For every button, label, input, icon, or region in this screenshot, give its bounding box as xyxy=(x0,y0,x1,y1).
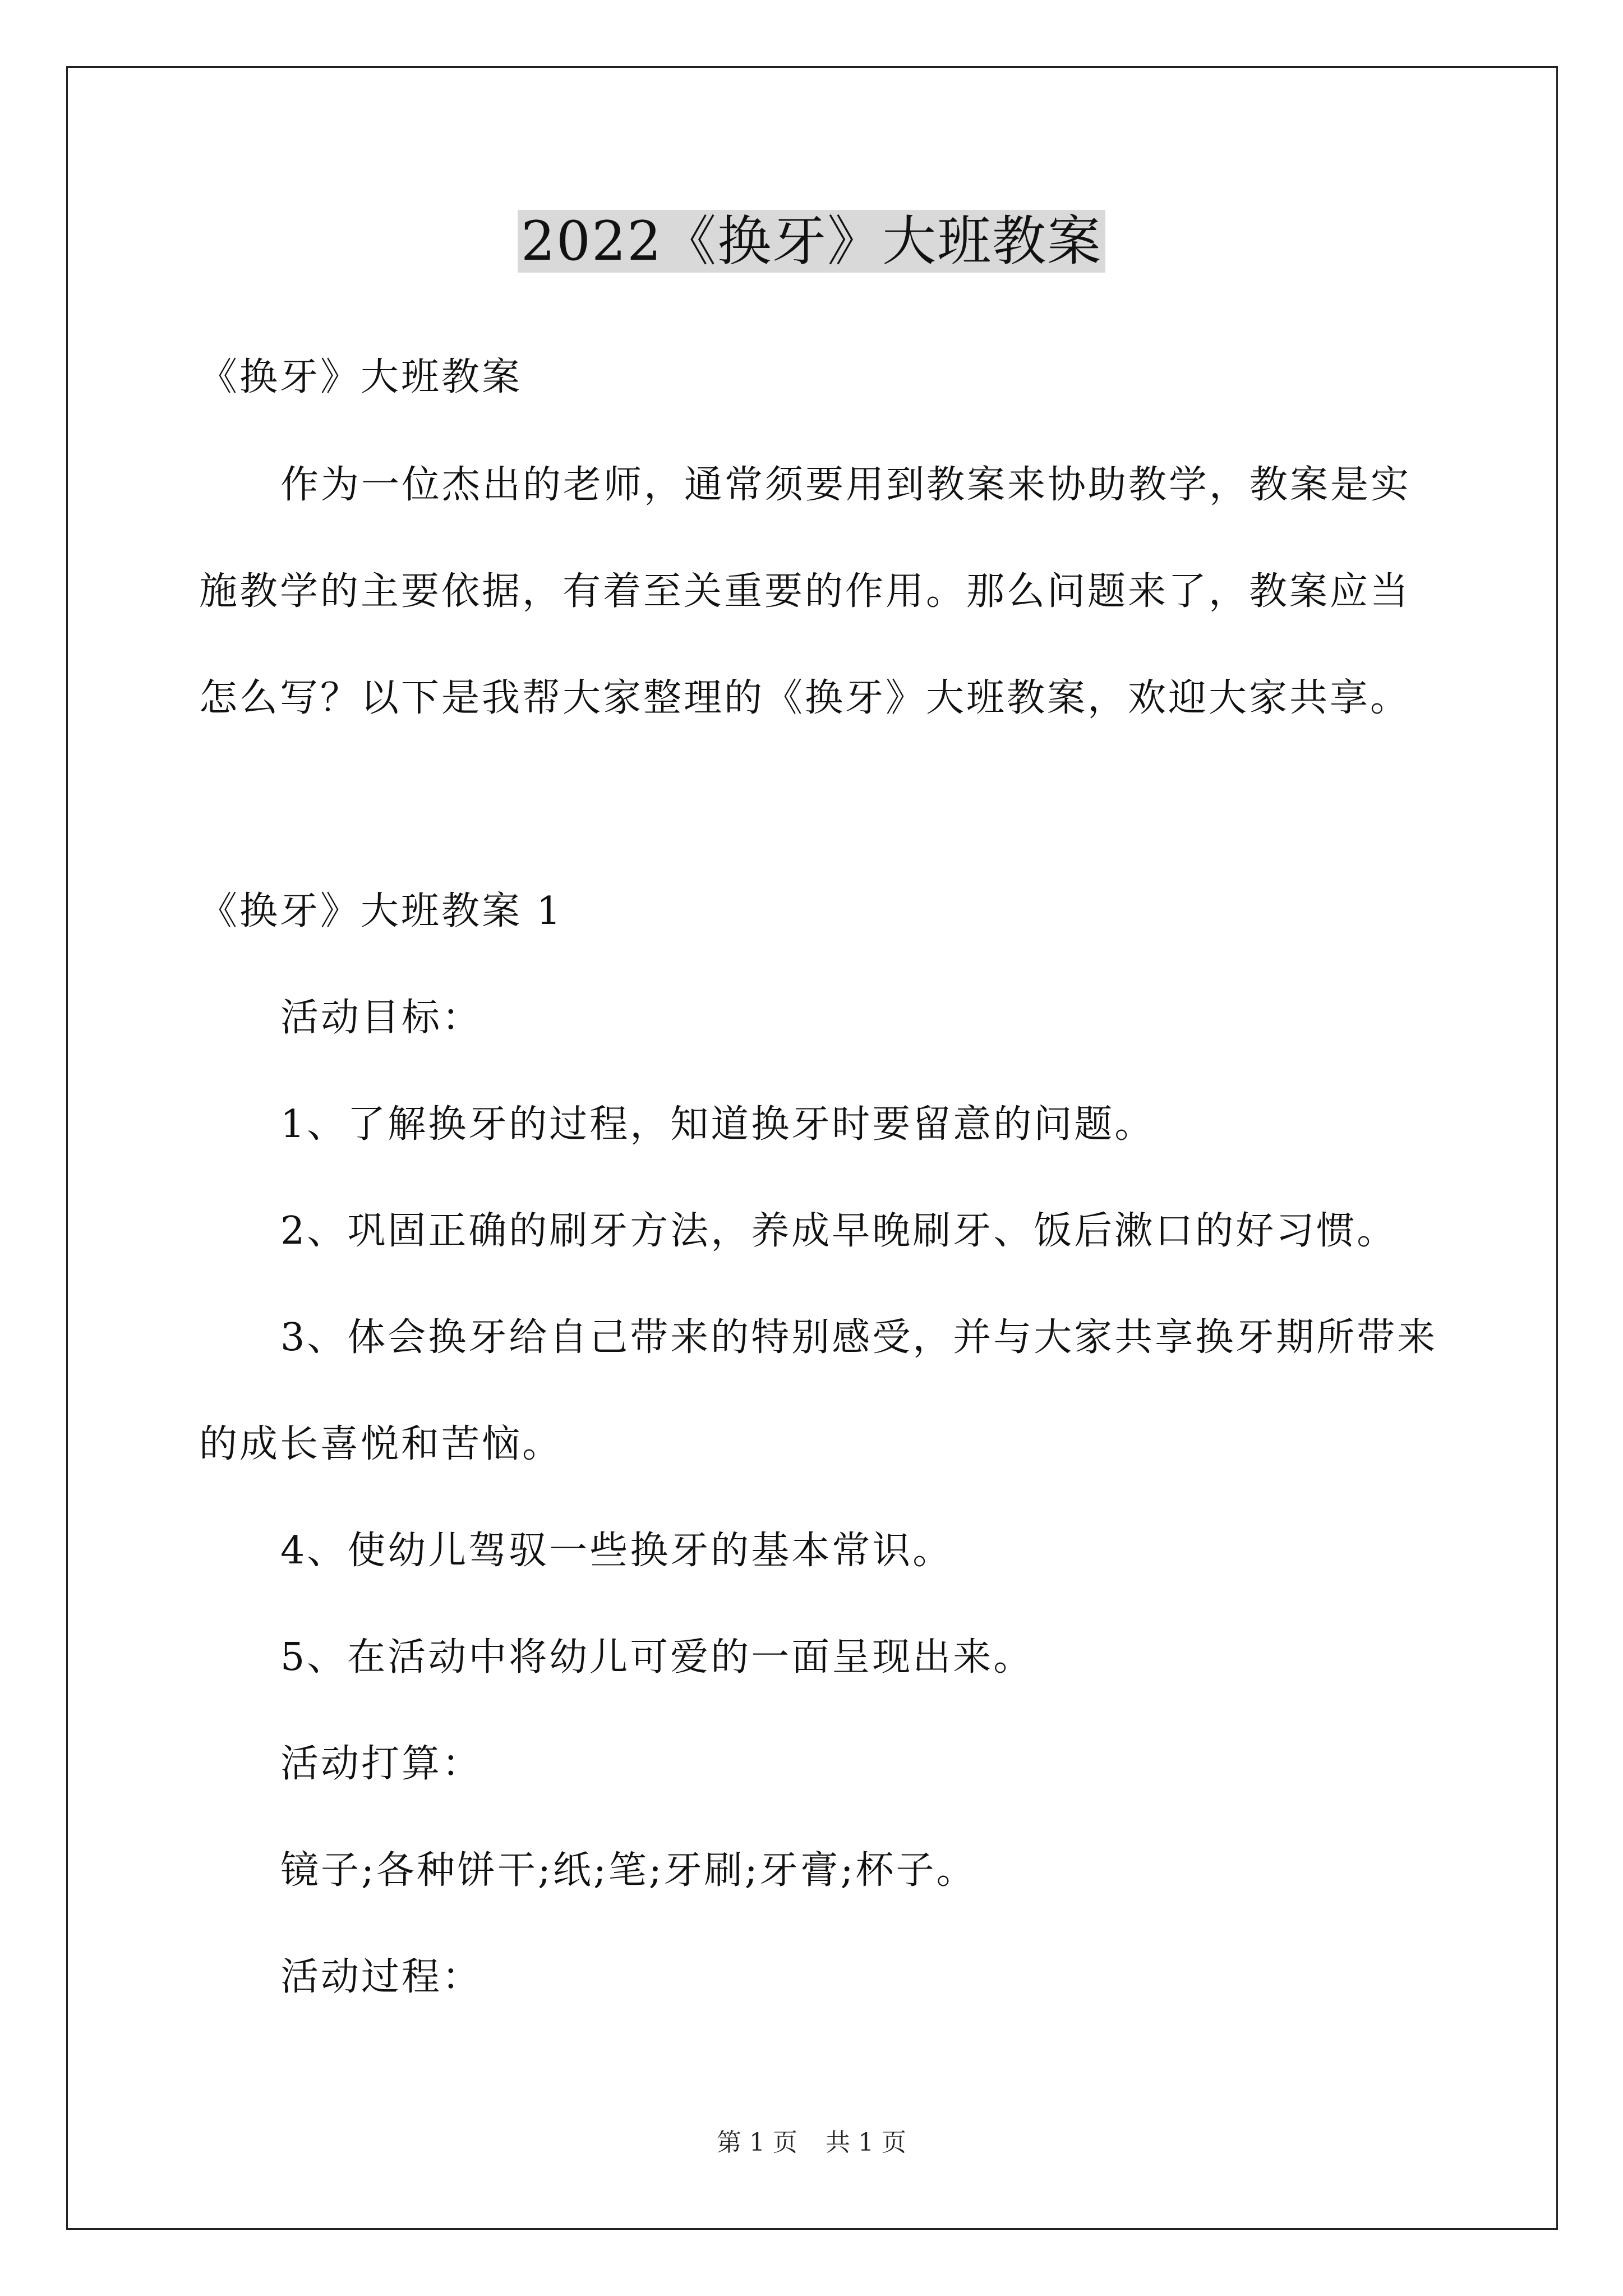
goal-1: 1、了解换牙的过程，知道换牙时要留意的问题。 xyxy=(280,1102,1155,1147)
goal-3-line-1: 3、体会换牙给自己带来的特别感受，并与大家共享换牙期所带来 xyxy=(280,1315,1438,1360)
document-title xyxy=(0,202,1623,280)
goal-3-line-2: 的成长喜悦和苦恼。 xyxy=(199,1422,563,1466)
goal-4: 4、使幼儿驾驭一些换牙的基本常识。 xyxy=(280,1529,953,1573)
preparation-heading: 活动打算： xyxy=(280,1742,483,1786)
intro-line-3: 怎么写？以下是我帮大家整理的《换牙》大班教案，欢迎大家共享。 xyxy=(199,676,1411,720)
intro-line-2: 施教学的主要依据，有着至关重要的作用。那么问题来了，教案应当 xyxy=(199,569,1411,614)
document-title-text: 2022《换牙》大班教案 xyxy=(518,210,1105,273)
intro-line-1: 作为一位杰出的老师，通常须要用到教案来协助教学，教案是实 xyxy=(280,463,1412,507)
preparation-items: 镜子;各种饼干;纸;笔;牙刷;牙膏;杯子。 xyxy=(280,1848,977,1893)
page-footer xyxy=(0,2126,1623,2160)
goal-5: 5、在活动中将幼儿可爱的一面呈现出来。 xyxy=(280,1635,1034,1680)
process-heading: 活动过程： xyxy=(280,1955,483,1999)
page-number: 第 1 页 xyxy=(717,2128,797,2157)
goal-2: 2、巩固正确的刷牙方法，养成早晚刷牙、饭后漱口的好习惯。 xyxy=(280,1209,1398,1253)
goals-heading: 活动目标： xyxy=(280,996,483,1040)
subtitle-line: 《换牙》大班教案 xyxy=(199,355,523,399)
section-heading: 《换牙》大班教案 1 xyxy=(199,889,563,933)
page-total: 共 1 页 xyxy=(826,2128,906,2157)
